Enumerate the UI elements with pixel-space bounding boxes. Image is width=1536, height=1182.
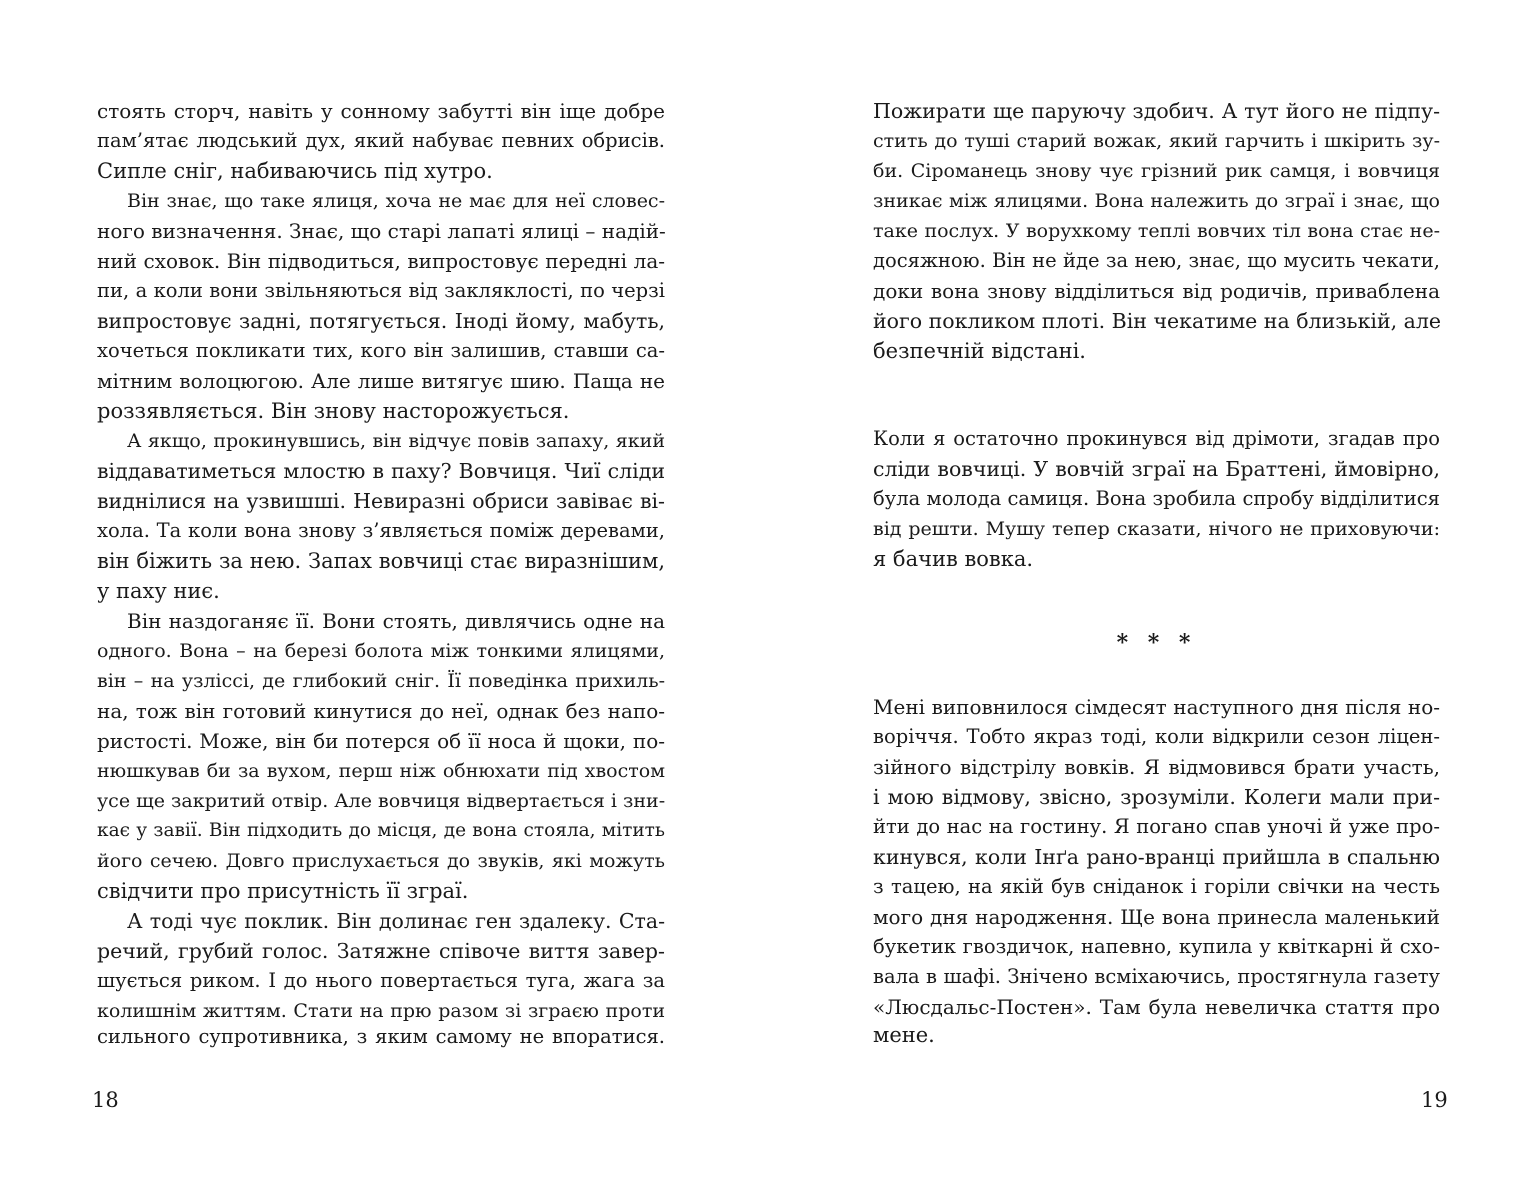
text-line: А якщо, прокинувшись, він відчує повів запаху, який: [127, 430, 665, 452]
text-line: кає у завії. Він підходить до місця, де вона стояла, мітить: [97, 820, 665, 841]
text-line: таке послух. У ворухкому теплі вовчих тіл вона стає не-: [873, 220, 1440, 242]
text-line: одного. Вона – на березі болота між тонкими ялицями,: [97, 640, 665, 662]
page-number-left: 18: [92, 1088, 119, 1112]
text-line: йти до нас на гостину. Я погано спав уночі й уже про-: [873, 815, 1440, 838]
text-line: Пожирати ще паруючу здобич. А тут його не підпу-: [873, 99, 1440, 123]
text-line: зійного відстрілу вовків. Я відмовився брати участь,: [873, 755, 1440, 779]
text-line: доки вона знову відділиться від родичів, приваблена: [873, 279, 1440, 303]
text-line: з тацею, на якій був сніданок і горіли свічки на честь: [873, 875, 1440, 898]
text-line: роззявляється. Він знову насторожується.: [97, 399, 570, 423]
text-line: на, тож він готовий кинутися до неї, однак без напо-: [97, 699, 665, 723]
text-line: безпечній відстані.: [873, 339, 1086, 363]
text-line: від решти. Мушу тепер сказати, нічого не приховуючи:: [873, 518, 1440, 540]
text-line: свідчити про присутність її зграї.: [97, 879, 469, 903]
text-line: А тоді чує поклик. Він долинає ген здалеку. Ста-: [127, 909, 665, 933]
text-line: «Люсдальс-Постен». Там була невеличка стаття про: [873, 995, 1440, 1019]
text-line: пи, а коли вони звільняються від закляклості, по черзі: [97, 279, 665, 302]
section-separator: * * *: [1116, 630, 1197, 656]
text-line: кинувся, коли Інґа рано-вранці прийшла в спальню: [873, 845, 1440, 869]
text-line: хочеться покликати тих, кого він залишив, ставши са-: [97, 339, 665, 362]
text-line: колишнім життям. Стати на прю разом зі зграєю проти: [97, 1000, 665, 1022]
text-line: шується риком. І до нього повертається туга, жага за: [97, 969, 665, 992]
text-line: Він знає, що таке ялиця, хоча не має для неї словес-: [127, 190, 665, 212]
text-line: ристості. Може, він би потерся об її носа й щоки, по-: [97, 729, 665, 753]
text-line: пам’ятає людський дух, який набуває певних обрисів.: [97, 129, 665, 152]
text-line: його покликом плоті. Він чекатиме на близькій, але: [873, 309, 1442, 333]
text-line: стить до туші старий вожак, який гарчить і шкірить зу-: [873, 130, 1440, 152]
text-line: Він наздоганяє її. Вони стоять, дивлячись одне на: [127, 609, 665, 633]
text-line: воріччя. Тобто якраз тоді, коли відкрили сезон ліцен-: [873, 725, 1440, 748]
text-line: я бачив вовка.: [873, 547, 1034, 571]
text-line: він – на узліссі, де глибокий сніг. Її поведінка прихиль-: [97, 670, 665, 692]
text-line: і мою відмову, звісно, зрозуміли. Колеги мали при-: [873, 785, 1440, 809]
text-line: зникає між ялицями. Вона належить до зграї і знає, що: [873, 190, 1440, 212]
text-line: нюшкував би за вухом, перш ніж обнюхати під хвостом: [97, 760, 665, 782]
text-line: мітним волоцюгою. Але лише витягує шию. Паща не: [97, 369, 665, 393]
text-line: Сипле сніг, набиваючись під хутро.: [97, 159, 493, 183]
text-line: Мені виповнилося сімдесят наступного дня після но-: [873, 695, 1440, 719]
text-line: Коли я остаточно прокинувся від дрімоти, згадав про: [873, 427, 1440, 450]
text-line: сильного супротивника, з яким самому не впоратися.: [97, 1025, 665, 1048]
text-line: ний сховок. Він підводиться, випростовує передні ла-: [97, 249, 665, 273]
text-line: сліди вовчиці. У вовчій зграї на Браттені, ймовірно,: [873, 457, 1440, 481]
right-page: [768, 0, 1536, 1182]
text-line: усе ще закритий отвір. Але вовчиця відвертається і зни-: [97, 790, 666, 812]
text-line: стоять сторч, навіть у сонному забутті він іще добре: [97, 99, 665, 123]
text-line: випростовує задні, потягується. Іноді йому, мабуть,: [97, 309, 665, 333]
text-line: у паху ниє.: [97, 579, 220, 603]
text-line: була молода самиця. Вона зробила спробу відділитися: [873, 487, 1440, 510]
text-line: мого дня народження. Ще вона принесла маленький: [873, 905, 1440, 929]
text-line: би. Сіроманець знову чує грізний рик самця, і вовчиця: [873, 160, 1440, 182]
text-line: речий, грубий голос. Затяжне співоче виття завер-: [97, 939, 665, 963]
text-line: мене.: [873, 1023, 935, 1047]
text-line: віддаватиметься млостю в паху? Вовчиця. Чиї сліди: [97, 459, 665, 483]
text-line: хола. Та коли вона знову з’являється поміж деревами,: [97, 519, 665, 542]
text-line: його сечею. Довго прислухається до звуків, які можуть: [97, 850, 665, 872]
text-line: букетик гвоздичок, напевно, купила у квіткарні й схо-: [873, 935, 1440, 958]
text-line: вала в шафі. Знічено всміхаючись, простягнула газету: [873, 965, 1440, 988]
text-line: досяжною. Він не йде за нею, знає, що мусить чекати,: [873, 249, 1440, 272]
text-line: ного визначення. Знає, що старі лапаті ялиці – надій-: [97, 219, 666, 243]
text-line: він біжить за нею. Запах вовчиці стає виразнішим,: [97, 549, 665, 573]
text-line: виднілися на узвишші. Невиразні обриси завіває ві-: [97, 489, 665, 513]
page-number-right: 19: [1421, 1088, 1448, 1112]
